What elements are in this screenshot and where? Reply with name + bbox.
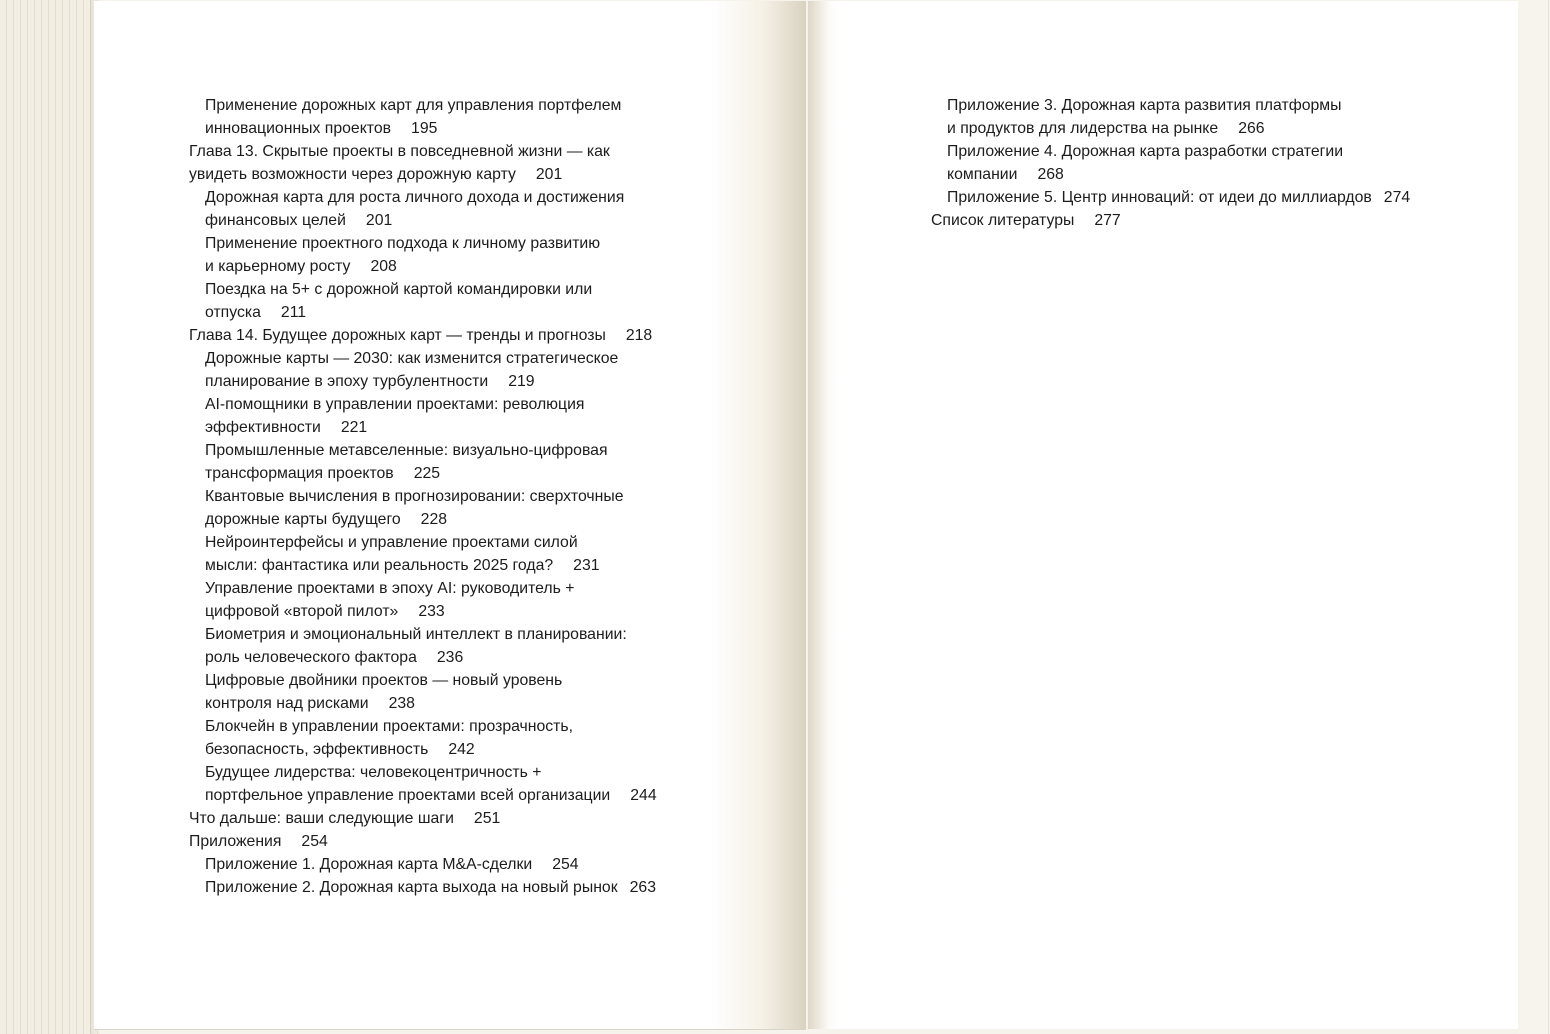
toc-entry-title: эффективности [205,419,321,436]
toc-entry-title: инновационных проектов [205,120,392,137]
toc-page-number: 277 [1094,212,1121,229]
toc-page-number: 233 [418,603,445,620]
toc-entry[interactable] [189,94,683,140]
toc-entry-title: мысли: фантастика или реальность 2025 года? [205,557,554,574]
toc-entry[interactable] [931,209,1425,232]
toc-entry[interactable] [189,485,683,531]
toc-entry[interactable] [189,232,683,278]
toc-entry[interactable] [931,186,1425,209]
toc-entry-title: Приложение 5. Центр инноваций: от идеи до миллиардов [947,189,1372,206]
toc-entry-title: Список литературы [931,212,1075,229]
toc-page-number: 201 [365,212,393,229]
left-gutter-shadow [711,1,806,1029]
toc-page-number: 242 [448,741,475,758]
toc-page-number: 266 [1238,120,1265,137]
toc-page-number: 238 [388,695,415,712]
toc-entry[interactable] [189,669,683,715]
toc-entry[interactable] [189,853,683,876]
toc-entry[interactable] [189,393,683,439]
toc-page-number: 236 [436,649,464,666]
left-page [94,1,806,1030]
toc-page-number: 211 [280,304,307,321]
toc-entry-title: трансформация проектов [205,465,394,482]
toc-page-number: 225 [413,465,441,482]
toc-entry-title: роль человеческого фактора [205,649,417,666]
right-gutter-shadow [808,1,838,1029]
toc-entry[interactable] [189,830,683,853]
toc-entry-title: увидеть возможности через дорожную карту [189,166,516,183]
toc-entry-title-line: Биометрия и эмоциональный интеллект в планировании: [205,626,627,643]
toc-entry[interactable] [189,577,683,623]
toc-entry-title-line: Квантовые вычисления в прогнозировании: сверхточные [205,488,624,505]
toc-entry-title-line: Применение проектного подхода к личному развитию [205,235,601,252]
toc-right [931,94,1425,232]
toc-entry-title: финансовых целей [205,212,346,229]
toc-page-number: 219 [508,373,535,390]
toc-page-number: 231 [573,557,600,574]
toc-entry-title: Приложение 1. Дорожная карта M&A-сделки [205,856,533,873]
toc-entry-title-line: Приложение 3. Дорожная карта развития платформы [947,97,1342,114]
toc-page-number: 254 [301,833,328,850]
toc-page-number: 228 [420,511,448,528]
toc-entry-title-line: Поездка на 5+ с дорожной картой командировки или [205,281,593,298]
toc-entry-title-line: AI-помощники в управлении проектами: революция [205,396,585,413]
toc-entry-title-line: Дорожные карты — 2030: как изменится стратегическое [205,350,619,367]
toc-entry[interactable] [189,347,683,393]
toc-entry-title-line: Нейроинтерфейсы и управление проектами силой [205,534,578,551]
toc-entry-title-line: Глава 13. Скрытые проекты в повседневной жизни — как [189,143,610,160]
toc-entry[interactable] [189,715,683,761]
toc-entry-title: контроля над рисками [205,695,369,712]
toc-entry-title-line: Приложение 4. Дорожная карта разработки стратегии [947,143,1344,160]
toc-entry-title: Приложения [189,833,282,850]
toc-page-number: 254 [552,856,579,873]
toc-entry-title: и продуктов для лидерства на рынке [947,120,1219,137]
toc-entry-title: дорожные карты будущего [205,511,401,528]
toc-entry[interactable] [931,140,1425,186]
toc-page-number: 274 [1383,189,1411,206]
toc-page-number: 208 [370,258,397,275]
toc-entry-title-line: Промышленные метавселенные: визуально-цифровая [205,442,608,459]
toc-entry-title: и карьерному росту [205,258,351,275]
toc-entry[interactable] [189,324,683,347]
toc-entry-title-line: Будущее лидерства: человекоцентричность + [205,764,542,781]
toc-entry-title: Приложение 2. Дорожная карта выхода на новый рынок [205,879,618,896]
toc-entry[interactable] [189,439,683,485]
toc-entry[interactable] [189,186,683,232]
toc-entry[interactable] [189,140,683,186]
toc-entry[interactable] [189,278,683,324]
toc-entry[interactable] [189,761,683,807]
toc-entry-title: планирование в эпоху турбулентности [205,373,489,390]
right-page-edge [1518,0,1550,1034]
toc-entry-title: компании [947,166,1018,183]
toc-entry-title: отпуска [205,304,261,321]
toc-left [189,94,683,899]
toc-page-number: 251 [473,810,501,827]
toc-page-number: 218 [625,327,653,344]
toc-entry-title: безопасность, эффективность [205,741,429,758]
toc-entry[interactable] [931,94,1425,140]
toc-page-number: 201 [535,166,563,183]
toc-page-number: 221 [340,419,368,436]
toc-page-number: 263 [629,879,656,896]
toc-entry-title-line: Цифровые двойники проектов — новый уровень [205,672,563,689]
toc-entry[interactable] [189,623,683,669]
toc-entry-title-line: Управление проектами в эпоху AI: руководитель + [205,580,575,597]
toc-entry[interactable] [189,876,683,899]
toc-page-number: 244 [630,787,657,804]
toc-page-number: 195 [411,120,438,137]
toc-entry-title: цифровой «второй пилот» [205,603,399,620]
page-stack-edge [0,0,100,1034]
toc-entry-title-line: Применение дорожных карт для управления портфелем [205,97,622,114]
toc-page-number: 268 [1037,166,1064,183]
toc-entry[interactable] [189,807,683,830]
toc-entry-title: Глава 14. Будущее дорожных карт — тренды и прогнозы [189,327,606,344]
toc-entry-title-line: Дорожная карта для роста личного дохода и достижения [205,189,625,206]
toc-entry-title: портфельное управление проектами всей организации [205,787,611,804]
right-page [808,1,1518,1029]
toc-entry[interactable] [189,531,683,577]
toc-entry-title-line: Блокчейн в управлении проектами: прозрачность, [205,718,574,735]
toc-entry-title: Что дальше: ваши следующие шаги [189,810,454,827]
